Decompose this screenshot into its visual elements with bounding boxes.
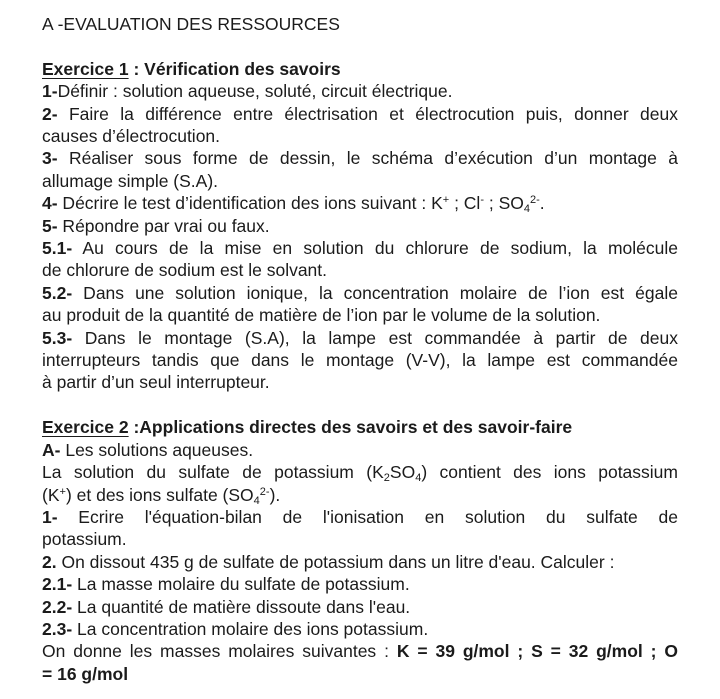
exercise-2-label: Exercice 2	[42, 417, 129, 438]
item-5-1	[42, 237, 678, 282]
text-segment: .	[539, 193, 545, 214]
item-number: A-	[42, 439, 61, 460]
text-segment: Définir : solution aqueuse, soluté, circuit électrique.	[57, 81, 453, 102]
item-number: 4-	[42, 193, 58, 214]
text-segment: Les solutions aqueuses.	[60, 439, 254, 460]
text-line	[42, 663, 678, 685]
text-segment: Décrire le test d’identification des ions suivant : K	[57, 193, 443, 214]
text-segment: On donne les masses molaires suivantes :	[42, 641, 397, 662]
k2so4-subscript-4: 4	[415, 472, 422, 485]
molar-masses	[42, 640, 678, 685]
exercise-2-heading	[42, 416, 678, 438]
text-segment: ) contient des ions potassium	[421, 462, 678, 483]
text-line	[42, 125, 678, 147]
text-segment: ) et des ions sulfate (SO	[65, 484, 254, 505]
text-line	[42, 371, 678, 393]
text-segment: Au cours de la mise en solution du chlorure de sodium, la molécule	[72, 238, 678, 259]
item-number: 5-	[42, 215, 58, 236]
text-segment: Ecrire l'équation-bilan de l'ionisation en solution du sulfate de	[57, 506, 678, 527]
text-line	[42, 461, 678, 483]
sulfate-subscript: 4	[253, 494, 260, 507]
item-1	[42, 80, 678, 102]
item-number: 2.2-	[42, 596, 73, 617]
text-line	[42, 640, 678, 662]
text-segment: potassium.	[42, 529, 127, 550]
text-line	[42, 282, 678, 304]
text-line	[42, 618, 678, 640]
text-line	[42, 439, 678, 461]
text-line	[42, 192, 678, 214]
text-line	[42, 13, 678, 35]
item-number: 5.1-	[42, 238, 73, 259]
exercise-1-label: Exercice 1	[42, 58, 129, 79]
text-segment: La solution du sulfate de potassium (K	[42, 462, 384, 483]
text-segment: à partir d’un seul interrupteur.	[42, 372, 270, 393]
ex2-item-2	[42, 551, 678, 573]
text-line	[42, 58, 678, 80]
exercise-1-subtitle: : Vérification des savoirs	[128, 58, 341, 79]
ex2-item-2-3	[42, 618, 678, 640]
text-line	[42, 349, 678, 371]
sulfate-charge: 2-	[259, 485, 270, 498]
sulfate-subscript: 4	[523, 203, 530, 216]
text-line	[42, 506, 678, 528]
text-line	[42, 80, 678, 102]
text-segment: ; SO	[484, 193, 524, 214]
text-segment: Dans le montage (S.A), la lampe est commandée à partir de deux	[72, 327, 678, 348]
text-segment: La quantité de matière dissoute dans l'eau.	[72, 596, 411, 617]
text-segment: La masse molaire du sulfate de potassium.	[72, 574, 410, 595]
item-number: 2.3-	[42, 618, 73, 639]
text-line	[42, 596, 678, 618]
text-segment: On dissout 435 g de sulfate de potassium dans un litre d'eau. Calculer :	[56, 551, 615, 572]
exercise-2-subtitle: :Applications directes des savoirs et des savoir-faire	[128, 417, 573, 438]
item-5	[42, 215, 678, 237]
text-line	[42, 147, 678, 169]
text-segment: interrupteurs tandis que dans le montage (V-V), la lampe est commandée	[42, 350, 678, 371]
text-segment: (K	[42, 484, 60, 505]
text-segment: allumage simple (S.A).	[42, 170, 219, 191]
text-segment: La concentration molaire des ions potassium.	[72, 618, 429, 639]
item-number: 2.1-	[42, 574, 73, 595]
item-3	[42, 147, 678, 192]
potassium-ion-charge: +	[59, 485, 66, 498]
molar-mass-values-cont: = 16 g/mol	[42, 663, 129, 684]
text-line	[42, 551, 678, 573]
text-segment: SO	[389, 462, 416, 483]
ex2-item-2-1	[42, 573, 678, 595]
text-segment: causes d’électrocution.	[42, 126, 221, 147]
exercise-1-heading	[42, 58, 678, 80]
text-segment: de chlorure de sodium est le solvant.	[42, 260, 328, 281]
molar-mass-values: K = 39 g/mol ; S = 32 g/mol ; O	[396, 641, 678, 662]
text-line	[42, 237, 678, 259]
text-line	[42, 170, 678, 192]
item-number: 5.2-	[42, 282, 73, 303]
text-line	[42, 103, 678, 125]
potassium-ion-charge: +	[442, 194, 450, 207]
text-segment: Faire la différence entre électrisation et électrocution puis, donner deux	[57, 103, 678, 124]
item-number: 1-	[42, 506, 58, 527]
text-segment: Réaliser sous forme de dessin, le schéma d’exécution d’un montage à	[57, 148, 678, 169]
text-segment: A -EVALUATION DES RESSOURCES	[42, 14, 340, 34]
item-4	[42, 192, 678, 214]
text-line	[42, 528, 678, 550]
text-segment: ; Cl	[449, 193, 481, 214]
part-a	[42, 439, 678, 461]
item-number: 2.	[42, 551, 57, 572]
text-line	[42, 416, 678, 438]
item-number: 5.3-	[42, 327, 73, 348]
text-line	[42, 304, 678, 326]
text-line	[42, 484, 678, 506]
text-line	[42, 573, 678, 595]
item-2	[42, 103, 678, 148]
ex2-item-2-2	[42, 596, 678, 618]
main-title	[42, 13, 678, 35]
sulfate-charge: 2-	[530, 194, 540, 207]
item-5-3	[42, 327, 678, 394]
text-segment: au produit de la quantité de matière de l’ion par le volume de la solution.	[42, 305, 601, 326]
text-segment: ).	[269, 484, 281, 505]
text-segment: Répondre par vrai ou faux.	[57, 215, 270, 236]
k2so4-subscript-2: 2	[383, 472, 390, 485]
part-a-intro	[42, 461, 678, 506]
item-number: 1-	[42, 81, 58, 102]
text-line	[42, 215, 678, 237]
item-number: 3-	[42, 148, 58, 169]
item-5-2	[42, 282, 678, 327]
text-line	[42, 259, 678, 281]
chloride-ion-charge: -	[480, 194, 484, 207]
text-line	[42, 327, 678, 349]
ex2-item-1	[42, 506, 678, 551]
text-segment: Dans une solution ionique, la concentration molaire de l’ion est égale	[72, 282, 678, 303]
item-number: 2-	[42, 103, 58, 124]
